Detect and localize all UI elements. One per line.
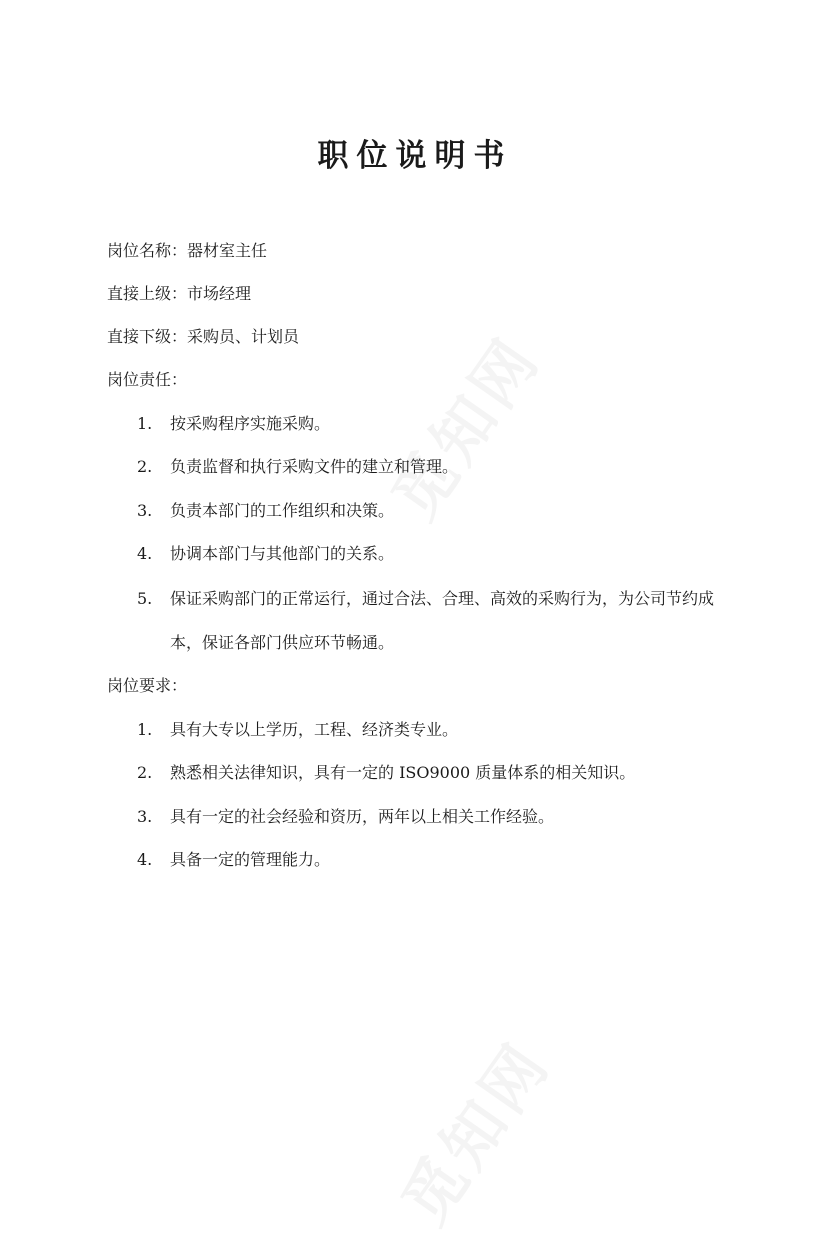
field-position-name <box>107 240 267 262</box>
list-item-number: 1. <box>137 414 153 433</box>
list-item-number: 4. <box>137 544 153 563</box>
list-item-text: 具备一定的管理能力。 <box>170 850 331 869</box>
watermark <box>367 315 557 533</box>
watermark <box>377 1020 567 1238</box>
responsibilities-heading: 岗位责任： <box>107 370 188 389</box>
list-item-text: 协调本部门与其他部门的关系。 <box>170 544 395 563</box>
list-item-text: 保证采购部门的正常运行，通过合法、合理、高效的采购行为，为公司节约成 <box>170 589 715 608</box>
list-item-number: 1. <box>137 720 153 739</box>
requirements-heading: 岗位要求： <box>107 676 188 695</box>
list-item-text: 具有大专以上学历，工程、经济类专业。 <box>170 720 459 739</box>
field-direct-subordinate <box>107 326 299 348</box>
document-title: 职位说明书 <box>317 138 513 174</box>
field-value: 市场经理 <box>187 284 252 303</box>
list-item-text-continuation: 本，保证各部门供应环节畅通。 <box>170 633 395 652</box>
field-label: 岗位名称： <box>107 241 188 260</box>
field-value: 采购员、计划员 <box>187 327 300 346</box>
list-item-number: 3. <box>137 807 153 826</box>
list-item-text: 按采购程序实施采购。 <box>170 414 331 433</box>
list-item-text: 负责本部门的工作组织和决策。 <box>170 501 395 520</box>
list-item-number: 3. <box>137 501 153 520</box>
list-item-number: 2. <box>137 457 153 476</box>
field-label: 直接下级： <box>107 327 188 346</box>
list-item-number: 4. <box>137 850 153 869</box>
list-item-text: 熟悉相关法律知识，具有一定的 ISO9000 质量体系的相关知识。 <box>170 763 636 782</box>
list-item-number: 2. <box>137 763 153 782</box>
list-item-text: 具有一定的社会经验和资历，两年以上相关工作经验。 <box>170 807 555 826</box>
field-value: 器材室主任 <box>187 241 268 260</box>
field-direct-superior <box>107 283 251 305</box>
list-item-number: 5. <box>137 589 153 608</box>
field-label: 直接上级： <box>107 284 188 303</box>
list-item-text: 负责监督和执行采购文件的建立和管理。 <box>170 457 459 476</box>
